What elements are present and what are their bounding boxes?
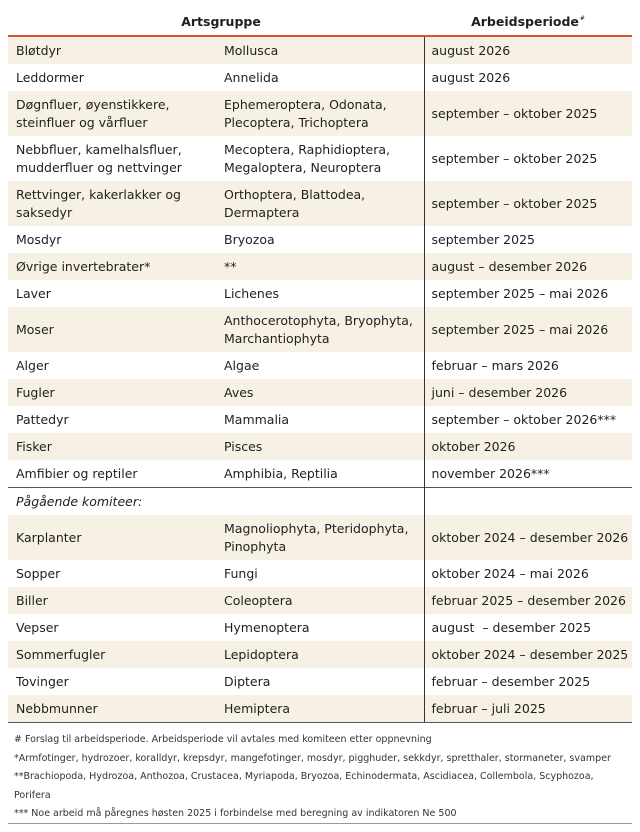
latin-name: Pisces [216, 433, 424, 460]
common-name: Rettvinger, kakerlakker og saksedyr [8, 181, 216, 226]
latin-name: Hemiptera [216, 695, 424, 723]
latin-name: Annelida [224, 69, 279, 85]
footnote-hash: # Forslag til arbeidsperiode. Arbeidsperiode vil avtales med komiteen etter oppnevning [14, 734, 432, 745]
table-row [8, 587, 632, 614]
latin-name: Aves [216, 379, 424, 406]
table-row [8, 352, 632, 379]
table-row [8, 91, 632, 136]
header-footnote-mark: # [579, 15, 585, 22]
work-period: oktober 2024 – mai 2026 [424, 560, 632, 587]
common-name: Amfibier og reptiler [16, 465, 138, 481]
latin-name: Hymenoptera [224, 619, 310, 635]
header-arbeidsperiode-label: Arbeidsperiode [471, 14, 579, 29]
common-name: Fisker [8, 433, 216, 460]
latin-name: Bryozoa [224, 231, 275, 247]
latin-name: Mammalia [224, 411, 290, 427]
header-arbeidsperiode [424, 8, 632, 36]
table-row [8, 433, 632, 460]
work-period: februar – juli 2025 [424, 695, 632, 723]
work-period: oktober 2024 – desember 2025 [424, 641, 632, 668]
latin-name: Coleoptera [216, 587, 424, 614]
common-name: Sopper [16, 565, 61, 581]
common-name: Øvrige invertebrater* [8, 253, 216, 280]
table-row [8, 64, 632, 91]
work-period: september 2025 – mai 2026 [424, 280, 632, 307]
table-row [8, 668, 632, 695]
work-period: februar 2025 – desember 2026 [424, 587, 632, 614]
common-name: Laver [16, 285, 51, 301]
latin-name: Mollusca [216, 36, 424, 64]
common-name: Døgnfluer, øyenstikkere, steinfluer og vårfluer [8, 91, 216, 136]
latin-name: Lepidoptera [216, 641, 424, 668]
ongoing-empty-cell [424, 488, 632, 516]
table-row [8, 614, 632, 641]
common-name: Moser [8, 307, 216, 352]
common-name: Pattedyr [16, 411, 69, 427]
latin-name: Orthoptera, Blattodea, Dermaptera [216, 181, 424, 226]
work-period: august – desember 2025 [424, 614, 632, 641]
work-period: september – oktober 2025 [424, 181, 632, 226]
footnote-triple-star: *** Noe arbeid må påregnes høsten 2025 i forbindelse med beregning av indikatoren Ne 500 [14, 808, 457, 819]
work-period: august 2026 [424, 64, 632, 91]
latin-name: Algae [224, 357, 260, 373]
footnote-single-star: *Armfotinger, hydrozoer, koralldyr, krepsdyr, mangefotinger, mosdyr, pigghuder, sekkdyr, spretthaler, stormaneter, svamper [14, 752, 611, 764]
latin-name: Fungi [224, 565, 258, 581]
bottom-divider [8, 823, 632, 824]
table-row [8, 280, 632, 307]
table-row [8, 379, 632, 406]
species-table [8, 8, 632, 723]
work-period: september – oktober 2026*** [424, 406, 632, 433]
common-name: Nebbmunner [8, 695, 216, 723]
common-name: Bløtdyr [8, 36, 216, 64]
latin-name: Mecoptera, Raphidioptera, Megaloptera, Neuroptera [224, 141, 391, 175]
work-period: juni – desember 2026 [424, 379, 632, 406]
work-period: september 2025 – mai 2026 [424, 307, 632, 352]
table-row [8, 515, 632, 560]
latin-name: ** [216, 253, 424, 280]
table-header [8, 8, 632, 36]
work-period: august 2026 [424, 36, 632, 64]
table-row [8, 136, 632, 181]
footnote-double-star: **Brachiopoda, Hydrozoa, Anthozoa, Crustacea, Myriapoda, Bryozoa, Echinodermata, Ascidiacea, Collembola, Scyphozoa, Porifera [14, 771, 594, 801]
work-period: februar – desember 2025 [424, 668, 632, 695]
common-name: Biller [8, 587, 216, 614]
latin-name: Diptera [224, 673, 271, 689]
table-row [8, 695, 632, 723]
table-row [8, 406, 632, 433]
work-period: november 2026*** [424, 460, 632, 488]
table-row [8, 460, 632, 488]
ongoing-section-heading [8, 488, 632, 516]
common-name: Fugler [8, 379, 216, 406]
common-name: Alger [16, 357, 49, 373]
common-name: Karplanter [8, 515, 216, 560]
ongoing-label: Pågående komiteer: [8, 488, 424, 516]
work-period: september 2025 [424, 226, 632, 253]
common-name: Tovinger [16, 673, 69, 689]
header-artsgruppe: Artsgruppe [8, 8, 424, 36]
work-period: september – oktober 2025 [424, 136, 632, 181]
table-row [8, 181, 632, 226]
latin-name: Anthocerotophyta, Bryophyta, Marchantiophyta [216, 307, 424, 352]
work-period: oktober 2026 [424, 433, 632, 460]
work-period: februar – mars 2026 [424, 352, 632, 379]
latin-name: Ephemeroptera, Odonata, Plecoptera, Trichoptera [216, 91, 424, 136]
table-row [8, 226, 632, 253]
table-row [8, 253, 632, 280]
work-period: september – oktober 2025 [424, 91, 632, 136]
latin-name: Magnoliophyta, Pteridophyta, Pinophyta [216, 515, 424, 560]
table-row [8, 307, 632, 352]
latin-name: Amphibia, Reptilia [224, 465, 338, 481]
common-name: Leddormer [16, 69, 84, 85]
common-name: Nebbfluer, kamelhalsfluer, mudderfluer og nettvinger [16, 141, 182, 175]
common-name: Sommerfugler [8, 641, 216, 668]
table-row [8, 560, 632, 587]
table-row [8, 36, 632, 64]
common-name: Vepser [16, 619, 59, 635]
work-period: august – desember 2026 [424, 253, 632, 280]
latin-name: Lichenes [224, 285, 280, 301]
common-name: Mosdyr [16, 231, 62, 247]
work-period: oktober 2024 – desember 2026 [424, 515, 632, 560]
table-row [8, 641, 632, 668]
footnotes [14, 731, 626, 824]
